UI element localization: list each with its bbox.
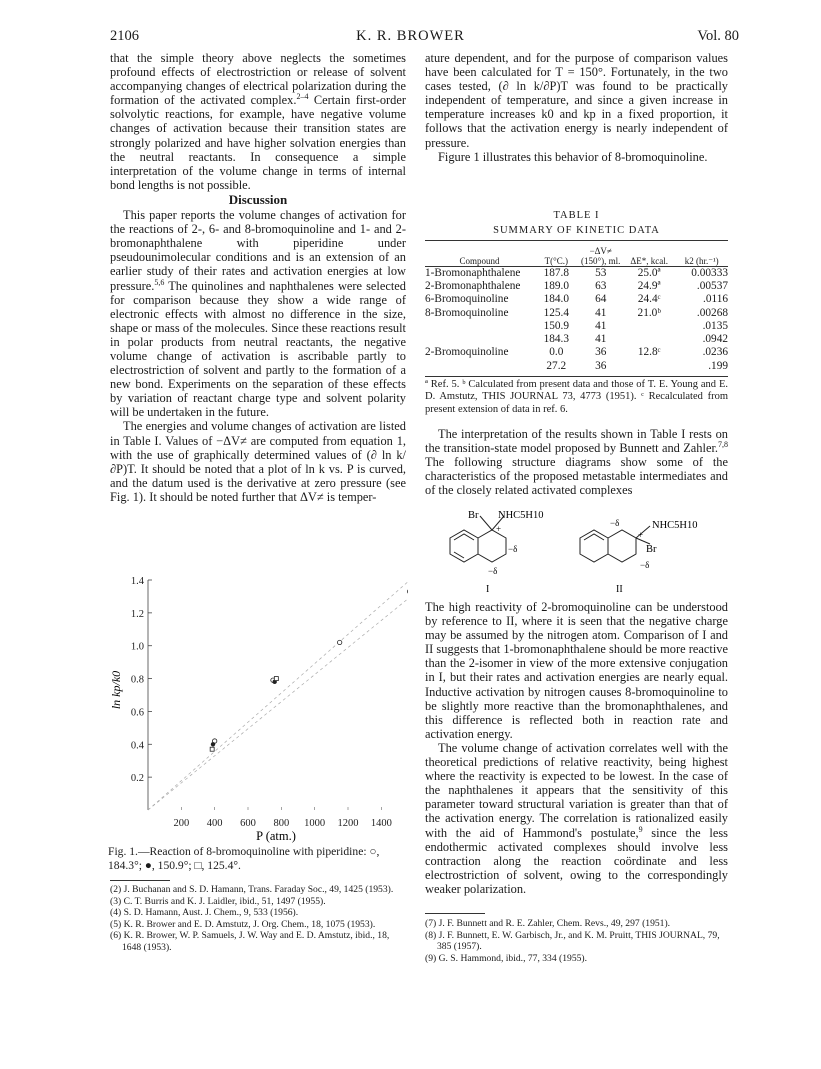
- structure-I-charge-a: −δ: [508, 544, 518, 554]
- data-point-open-circle: [337, 640, 341, 644]
- table-label: TABLE I: [553, 210, 600, 221]
- table-header-rule: [425, 266, 728, 267]
- x-tick-label: 1000: [304, 818, 326, 829]
- reference-item: (2) J. Buchanan and S. D. Hamann, Trans. Faraday Soc., 49, 1425 (1953).: [110, 884, 394, 895]
- table-row: 8-Bromoquinoline 125.4 41 21.0ᵇ .00268: [425, 306, 728, 319]
- chart-points: [210, 588, 408, 752]
- paragraph-discussion: This paper reports the volume changes of activation for the reactions of 2-, 6- and 8-bromoquinoline and 1- and 2-bromonaphthalene with piperidine under pseudounimolecular conditions and is an extension of an earlier study of their rates and activation energies at low pressure.$^{5,6}$ The quinolines and naphthalenes were selected for comparison because they show a wide range of electronic effects with almost no difference in the size, shape or mass of the molecules. Since these reactions result in polar products from neutral reactants, the negative volume change of activation is ascribable partly to electrostriction of solvent and partly to the formation of a new bond. Experiments on the separation of these effects by variation of reactant charge type and solvent polarity will be undertaken in the future.: [110, 208, 406, 420]
- x-tick-label: 600: [240, 818, 256, 829]
- data-point-open-circle: [407, 589, 408, 593]
- table-row: 6-Bromoquinoline 184.0 64 24.4ᶜ .0116: [425, 293, 728, 306]
- reference-item: (8) J. F. Bunnett, E. W. Garbisch, Jr., and K. M. Pruitt, THIS JOURNAL, 79, 385 (1957).: [425, 929, 720, 952]
- structure-II-br: Br: [646, 544, 657, 555]
- structure-I-charge-b: −δ: [488, 566, 498, 576]
- reference-item: (7) J. F. Bunnett and R. E. Zahler, Chem. Revs., 49, 297 (1951).: [425, 918, 671, 929]
- figure-1-chart: [108, 572, 408, 844]
- y-axis-label: ln kp/k0: [109, 670, 123, 710]
- table-row: 184.3 41 .0942: [543, 333, 728, 346]
- structure-I-label: I: [486, 584, 490, 595]
- footnote-rule-right: [425, 913, 485, 914]
- paragraph-continuation: ature dependent, and for the purpose of comparison values have been calculated for T = 150°. Fortunately, in the two cases tested, (∂ ln k/∂P)T was found to be practically independent of temperature, and since a given increase in temperature increases k0 and kp in a fixed proportion, it follows that the activation energy is nearly independent of pressure.: [425, 51, 728, 150]
- y-tick-label: 1.2: [130, 608, 144, 620]
- structure-II-label: II: [616, 584, 623, 595]
- fit-line: [148, 587, 408, 810]
- paragraph-energies: The energies and volume changes of activation are listed in Table I. Values of −ΔV≠ are computed from equation 1, with the use of graphically determined values of (∂ ln k/∂P)T. It should be noted that a plot of ln k vs. P is curved, and the datum used is the derivative at zero pressure (see Fig. 1). It should be noted further that ΔV≠ is temper-: [110, 419, 406, 504]
- structure-II-plus: +: [638, 530, 644, 540]
- y-tick-label: 0.8: [130, 674, 144, 686]
- column-header: T(°C.): [544, 255, 568, 266]
- table-row: 1-Bromonaphthalene 187.8 53 25.0ª 0.00333: [425, 266, 728, 279]
- right-column-bottom: [425, 600, 728, 896]
- paragraph-volume: The volume change of activation correlates well with the theoretical predictions of relative reactivity, being highest where the reactivity is expected to be lowest. In the case of the naphthalenes it appears that the sensitivity of this parameter toward structural variation is greater than that of the activation energy. The correlation is rationalized easily with the aid of Hammond's postulate,$^9$ since the less endothermic activated complexes should involve less contraction along the reaction coördinate and less electrostriction of solvent, owing to the correspondingly weaker polarization.: [425, 740, 728, 896]
- reference-item: (6) K. R. Brower, W. P. Samuels, J. W. Way and E. D. Amstutz, ibid., 18, 1648 (1953).: [110, 930, 390, 953]
- y-tick-label: 1.0: [130, 641, 144, 653]
- references-right: [425, 918, 728, 964]
- y-tick-label: 1.4: [130, 576, 144, 587]
- x-tick-label: 1400: [370, 818, 392, 829]
- x-tick-label: 200: [173, 818, 190, 829]
- structure-II-amine: NHC5H10: [652, 520, 698, 531]
- column-header: Compound: [459, 255, 500, 266]
- structure-diagrams: [440, 508, 730, 596]
- table-row: 2-Bromonaphthalene 189.0 63 24.9ª .00537: [425, 279, 728, 292]
- column-header: −ΔV≠ (150°), ml.: [581, 246, 621, 266]
- reference-item: (5) K. R. Brower and E. D. Amstutz, J. Org. Chem., 18, 1075 (1953).: [110, 918, 376, 930]
- column-header: k2 (hr.⁻¹): [684, 255, 719, 266]
- discussion-heading: Discussion: [228, 191, 288, 207]
- y-tick-label: 0.2: [130, 773, 144, 785]
- paragraph-intro: that the simple theory above neglects the sometimes profound effects of electrostriction or release of solvent accompanying changes of electrical polarization during the formation of the activated complex.$^{2-4}$ Certain first-order solvolytic reactions, for example, have negative volume changes of activation because their transition states are strongly polarized and have higher solvation energies than the neutral reactants. In consequence a simple interpretation of the volume change in terms of internal bond lengths is not possible.: [110, 51, 406, 192]
- reference-item: (9) G. S. Hammond, ibid., 77, 334 (1955).: [425, 952, 588, 964]
- page-number: 2106: [110, 28, 139, 44]
- structure-I-plus: +: [496, 524, 502, 534]
- kinetic-data-table: [423, 240, 730, 372]
- table-row: 2-Bromoquinoline 0.0 36 12.8ᶜ .0236: [425, 346, 728, 359]
- paragraph-interpretation: The interpretation of the results shown in Table I rests on the transition-state model proposed by Bunnett and Zahler.$^{7,8}$ The following structure diagrams show some of the characteristics of the proposed metastable intermediates and of the closely related activated complexes: [425, 427, 728, 498]
- y-tick-label: 0.4: [130, 740, 144, 752]
- figure-1-caption: Fig. 1.—Reaction of 8-bromoquinoline with piperidine: ○, 184.3°; ●, 150.9°; □, 125.4°.: [108, 845, 380, 872]
- paragraph-figure-ref: Figure 1 illustrates this behavior of 8-bromoquinoline.: [438, 149, 708, 164]
- table-header-row: [423, 240, 730, 266]
- data-point-open-square: [210, 747, 214, 751]
- table-row: 150.9 41 .0135: [543, 319, 728, 332]
- footnote-rule-left: [110, 880, 170, 881]
- volume-label: Vol. 80: [697, 28, 739, 44]
- right-column-top: [425, 51, 728, 164]
- x-tick-label: 400: [206, 818, 223, 829]
- structure-I-br: Br: [468, 510, 479, 521]
- data-point-filled-circle: [211, 742, 215, 746]
- data-point-open-square: [274, 677, 278, 681]
- column-header: ΔE*, kcal.: [630, 255, 668, 266]
- table-row: 27.2 36 .199: [546, 359, 728, 372]
- right-column-mid: [425, 427, 728, 497]
- table-bottom-rule: [425, 376, 728, 377]
- structure-I-amine: NHC5H10: [498, 510, 544, 521]
- structure-I: [450, 516, 506, 562]
- chart-fit-lines: [148, 572, 408, 810]
- reference-item: (3) C. T. Burris and K. J. Laidler, ibid., 51, 1497 (1955).: [110, 895, 326, 907]
- x-axis-label: P (atm.): [256, 829, 296, 843]
- reference-item: (4) S. D. Hamann, Aust. J. Chem., 9, 533 (1956).: [110, 907, 299, 918]
- running-head-author: K. R. BROWER: [356, 28, 465, 44]
- left-column: [110, 51, 406, 504]
- paragraph-reactivity: The high reactivity of 2-bromoquinoline can be understood by reference to II, where it is seen that the negative charge may be assumed by the nitrogen atom. Comparison of I and II suggests that 1-bromonaphthalene should be more reactive than the 2-isomer in view of the more extensive conjugation in I, but their rates and activation energies are nearly equal. Inductive activation by nitrogen causes 8-bromoquinoline to be slightly more reactive than the bromonaphthalenes, and this difference is reflected both in reaction rate and activation energy.: [425, 600, 728, 741]
- y-tick-label: 0.6: [130, 707, 144, 719]
- structure-II-charge-b: −δ: [640, 560, 650, 570]
- table-title: SUMMARY OF KINETIC DATA: [493, 225, 660, 236]
- x-tick-label: 800: [273, 818, 290, 829]
- chart-ticks: [131, 576, 392, 829]
- x-tick-label: 1200: [337, 818, 359, 829]
- table-footnote: ª Ref. 5. ᵇ Calculated from present data and those of T. E. Young and E. D. Amstutz, THIS JOURNAL 73, 4773 (1951). ᶜ Recalculated from present extension of data in ref. 6.: [425, 379, 728, 415]
- fit-line: [148, 572, 408, 810]
- references-left: [110, 884, 408, 953]
- structure-II-charge-a: −δ: [610, 518, 620, 528]
